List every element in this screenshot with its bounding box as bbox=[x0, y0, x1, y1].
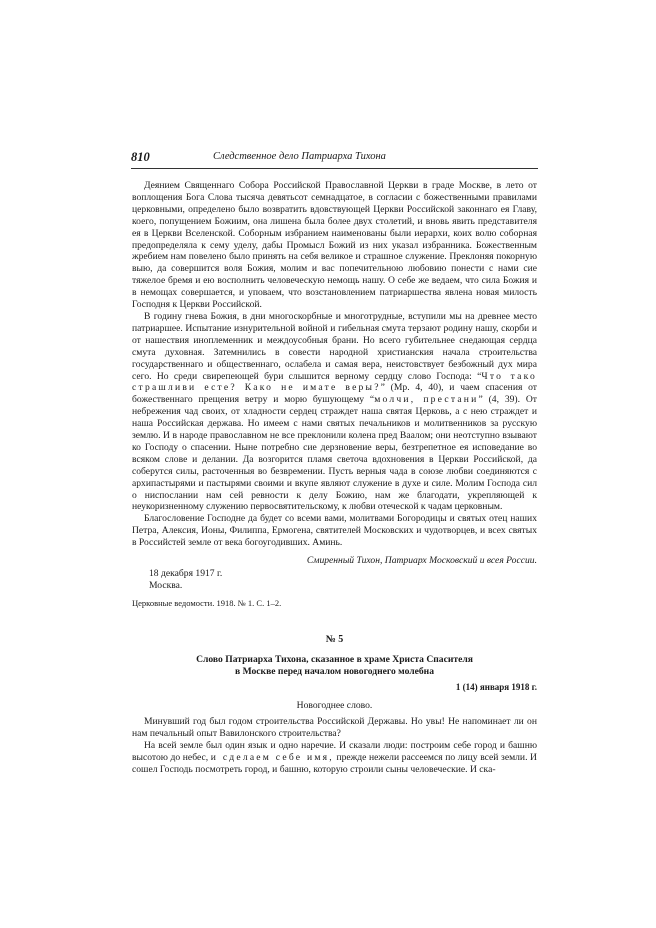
page-number: 810 bbox=[131, 150, 150, 164]
date-place bbox=[149, 568, 222, 592]
running-title: Следственное дело Патриарха Тихона bbox=[213, 151, 386, 162]
quote-gospel-1: Что тако страшливи есте? Како не имате веры? bbox=[132, 370, 537, 394]
sermon-body bbox=[132, 716, 537, 776]
epistle-paragraph-3: Благословение Господне да будет со всеми вами, молитвами Богородицы и святых отец наших Петра, Алексия, Ионы, Филиппа, Ермогена, святителей Московских и чудотворцев, и всех святых в Российстей земле от века богоугодивших. Аминь. bbox=[132, 513, 537, 549]
epistle-paragraph-2 bbox=[132, 311, 537, 513]
epistle-p2-text-c: ” (4, 39). От небрежения чад своих, от хладности сердец страждет наша святая Церковь, а с нею страждет и наша Российская держава. Но имеем с нами святых печальников и молитвенников за русскую землю. И в народе православном не все преклонили колена пред Ваалом; они неотступно взывают ко Господу о спасении. Ныне потребно сие дерзновение веры, безтрепетное ея исповедание во всяком слове и делании. Да возгорится пламя светоча вдохновения в Церкви Российской, да соберутся силы, расточенныя во безвремении. Пусть верныя чада в союзе любви соединяются с архипастырями и пастырями своими и вкупе являют служение в духе и силе. Молим Господа сил о ниспослании нам сей ревности к делу Божию, нам же благодати, укрепляющей к неукоризненному служению первосвятительскому, к любви отеческой к чадам церковным. bbox=[132, 394, 537, 513]
document-subtitle: Новогоднее слово. bbox=[296, 700, 373, 711]
epistle-date: 18 декабря 1917 г. bbox=[149, 568, 223, 579]
epistle-p2-text-b: ” (Мр. 4, 40), и чаем спасения от божественнаго прещения ветру и морю бушующему “ bbox=[132, 382, 537, 406]
header-rule bbox=[131, 168, 538, 169]
document-title-line-2: в Москве перед началом новогоднего молебна bbox=[234, 666, 435, 677]
sermon-paragraph-2 bbox=[132, 740, 537, 776]
signature: Смиренный Тихон, Патриарх Московский и всея России. bbox=[306, 555, 537, 566]
sermon-p2-text-b: прежде нежели рассеемся по лицу всей земли. И сошел Господь посмотреть город, и башню, которую строили сыны человеческие. И ска- bbox=[132, 751, 537, 775]
epistle-body bbox=[132, 180, 537, 549]
document-number: № 5 bbox=[325, 634, 344, 645]
quote-gospel-2: молчи, престани bbox=[374, 394, 479, 406]
source-citation: Церковные ведомости. 1918. № 1. С. 1–2. bbox=[132, 598, 282, 608]
sermon-p2-text-a: На всей земле был один язык и одно наречие. И сказали люди: построим себе город и башню высотою до небес, bbox=[132, 739, 537, 763]
epistle-place: Москва. bbox=[149, 580, 183, 591]
epistle-p2-text-a: В годину гнева Божия, в дни многоскорбные и многотрудные, вступили мы на древнее место патриаршее. Испытание изнурительной войной и гибельная смута терзают родину нашу, скорби и от нашествия иноплеменник и междоусобныя брани. Но всего губительнее снедающая сердца смута духовная. Затемнились в совести народной христианския начала строительства государственнаго и общественнаго, ослабела и самая вера, неистовствует безбожный дух мира сего. Но среди свирепеющей бури слышится верному сердцу слово Господа: “ bbox=[132, 310, 537, 382]
page-header bbox=[131, 150, 538, 166]
document-title bbox=[132, 654, 537, 678]
epistle-paragraph-1: Деянием Священнаго Собора Российской Православной Церкви в граде Москве, в лето от воплощения Бога Слова тысяча девятьсот семнадцатое, в согласии с божественными правилами церковными, определено было возвратить вдовствующей Церкви Российской законнаго ея Главу, коего, попущением Божиим, она лишена была более двух столетий, и вновь явить представителя ея в Церкви Вселенской. Соборным избранием наименованы были иерархи, коих волю соборная предопределяла к сему уделу, дабы Промысл Божий из них указал избранника. Божественным жребием нам повелено было принять на себя великое и страшное служение. Преклоняя покорную выю, да совершится воля Божия, молим и вас попечительною любовию понести с нами сие тяжелое бремя и ею восполнить человеческую немощь нашу. О себе же ведаем, что сила Божия и в немощах совершается, и уповаем, что возстановлением патриаршества явлена новая милость Господня к Церкви Российской. bbox=[132, 180, 537, 311]
quote-genesis: и сделаем себе имя, bbox=[210, 751, 334, 763]
sermon-paragraph-1: Минувший год был годом строительства Российской Державы. Но увы! Не напоминает ли он нам печальный опыт Вавилонского строительства? bbox=[132, 716, 537, 739]
document-date: 1 (14) января 1918 г. bbox=[455, 682, 537, 692]
document-title-line-1: Слово Патриарха Тихона, сказанное в храме Христа Спасителя bbox=[196, 654, 473, 665]
